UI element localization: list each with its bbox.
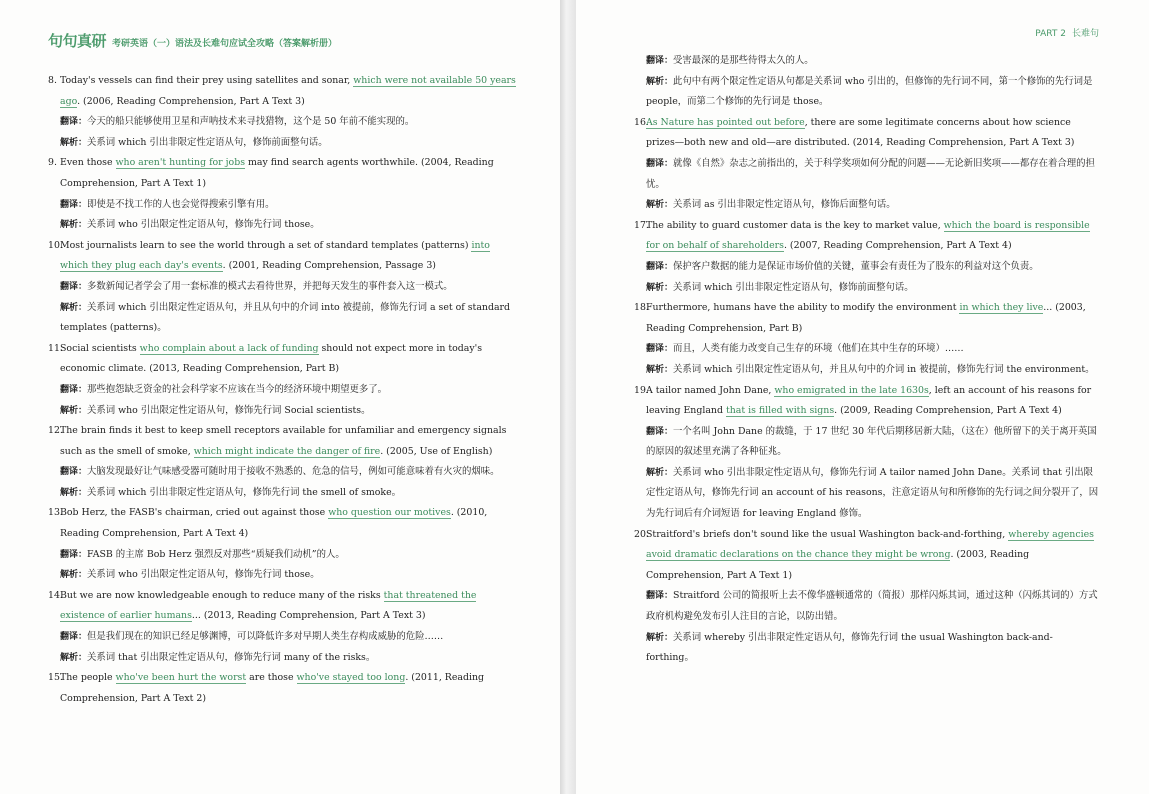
- translation-line: [634, 339, 1099, 360]
- english-sentence: [48, 339, 518, 380]
- translation-line: [48, 545, 518, 566]
- analysis-label: 解析：: [60, 652, 88, 663]
- english-sentence: [634, 113, 1099, 154]
- translation-line: [634, 586, 1099, 627]
- item-number: 9.: [48, 157, 57, 169]
- analysis-line: [48, 215, 518, 236]
- translation-label: 翻译：: [646, 426, 674, 437]
- sentence-text: . (2006, Reading Comprehension, Part A Text 3): [77, 95, 305, 107]
- sentence-text: . (2003, Reading Comprehension, Part A Text 1): [646, 549, 1030, 581]
- part-label: PART 2: [1035, 29, 1066, 39]
- translation-text: 保护客户数据的能力是保证市场价值的关键，董事会有责任为了股东的利益对这个负责。: [673, 260, 1039, 272]
- analysis-label: 解析：: [60, 570, 88, 581]
- item-number: 17.: [634, 219, 649, 231]
- translation-text: 但是我们现在的知识已经足够渊博，可以降低许多对早期人类生存构成威胁的危险……: [87, 631, 444, 643]
- sentence-text: Social scientists: [60, 342, 140, 354]
- underlined-clause: in which they live: [959, 302, 1044, 314]
- translation-line: [48, 462, 518, 483]
- sentence-text: , there are some legitimate concerns about how science prizes—both new and old—are distributed. (2014, Reading Comprehension, Part A Text 3): [646, 116, 1075, 149]
- item-number: 11.: [48, 342, 63, 354]
- sentence-item: [634, 525, 1099, 669]
- sentence-text: Most journalists learn to see the world through a set of standard templates (patterns): [60, 239, 472, 251]
- translation-label: 翻译：: [646, 56, 674, 66]
- translation-text: 那些抱怨缺乏资金的社会科学家不应该在当今的经济环境中期望更多了。: [87, 383, 388, 395]
- translation-text: 一个名叫 John Dane 的裁缝，于 17 世纪 30 年代后期移居新大陆，（这在）他所留下的关于离开英国的原因的叙述里充满了各种征兆。: [646, 425, 1097, 458]
- analysis-text: 此句中有两个限定性定语从句都是关系词 who 引出的，但修饰的先行词不同，第一个修饰的先行词是 people，而第二个修饰的先行词是 those。: [646, 75, 1093, 108]
- sentence-text: ... (2013, Reading Comprehension, Part A Text 3): [191, 610, 426, 622]
- translation-line: [634, 257, 1099, 278]
- english-sentence: [634, 381, 1099, 422]
- analysis-label: 解析：: [646, 364, 674, 375]
- translation-label: 翻译：: [60, 467, 88, 478]
- analysis-text: 关系词 which 引出非限定性定语从句，修饰前面整句话。: [87, 136, 328, 148]
- sentence-item: [48, 421, 518, 503]
- translation-line: [634, 422, 1099, 463]
- analysis-text: 关系词 that 引出限定性定语从句，修饰先行词 many of the risks。: [87, 651, 376, 663]
- analysis-text: 关系词 as 引出非限定性定语从句，修饰后面整句话。: [673, 199, 896, 211]
- sentence-item: [48, 153, 518, 235]
- translation-text: 受害最深的是那些待得太久的人。: [673, 55, 814, 66]
- sentence-text: Furthermore, humans have the ability to modify the environment: [646, 302, 960, 314]
- underlined-clause: which were not available 50 years ago: [60, 75, 516, 107]
- sentence-text: Straitford's briefs don't sound like the usual Washington back-and-forthing,: [646, 528, 1009, 540]
- underlined-clause: who've been hurt the worst: [115, 672, 247, 684]
- underlined-clause: that threatened the existence of earlier humans: [60, 589, 477, 622]
- item-number: 15.: [48, 672, 63, 684]
- translation-text: 就像《自然》杂志之前指出的，关于科学奖项如何分配的问题——无论新旧奖项——都存在着合理的担忧。: [646, 157, 1095, 190]
- analysis-label: 解析：: [646, 282, 674, 293]
- right-page: [576, 0, 1149, 794]
- english-sentence: [48, 503, 518, 544]
- item-number: 18.: [634, 302, 649, 314]
- analysis-line: [48, 648, 518, 669]
- analysis-text: 关系词 who 引出限定性定语从句，修饰先行词 those。: [87, 569, 320, 581]
- underlined-clause: who complain about a lack of funding: [139, 342, 319, 354]
- sentence-text: should not expect more in today's economic climate. (2013, Reading Comprehension, Part B): [60, 342, 483, 375]
- translation-line: [48, 277, 518, 298]
- sentence-text: . (2001, Reading Comprehension, Passage 3): [222, 260, 436, 272]
- underlined-clause: who question our motives: [328, 507, 451, 519]
- sentence-text: . (2009, Reading Comprehension, Part A Text 4): [834, 405, 1062, 417]
- item-number: 13.: [48, 507, 63, 519]
- analysis-line: [48, 133, 518, 154]
- sentence-item: [634, 298, 1099, 380]
- sentence-text: ... (2003, Reading Comprehension, Part B): [646, 302, 1086, 334]
- translation-label: 翻译：: [646, 158, 674, 169]
- translation-text: Straitford 公司的简报听上去不像华盛顿通常的（简报）那样闪烁其词，通过这种（闪烁其词的）方式政府机构避免发布引人注目的言论，以防出错。: [646, 590, 1098, 623]
- underlined-clause: whereby agencies avoid dramatic declarations on the chance they might be wrong: [646, 528, 1094, 561]
- analysis-label: 解析：: [60, 487, 88, 498]
- sentence-item: [48, 236, 518, 339]
- sentence-item: [48, 339, 518, 421]
- underlined-clause: who aren't hunting for jobs: [115, 157, 246, 169]
- analysis-line: [634, 463, 1099, 525]
- sentence-item: [48, 71, 518, 153]
- sentence-item: [48, 586, 518, 668]
- underlined-clause: which the board is responsible for on behalf of shareholders: [646, 219, 1090, 252]
- english-sentence: [634, 216, 1099, 257]
- english-sentence: [48, 71, 518, 112]
- translation-line: [48, 195, 518, 216]
- sentence-item: [634, 216, 1099, 298]
- left-items: [48, 71, 518, 709]
- sentence-text: . (2005, Use of English): [380, 445, 493, 457]
- item-number: 19.: [634, 384, 649, 396]
- translation-line: [48, 112, 518, 133]
- analysis-line: [634, 628, 1099, 669]
- analysis-text: 关系词 which 引出非限定性定语从句，修饰前面整句话。: [673, 281, 914, 293]
- underlined-clause: that is filled with signs: [725, 405, 835, 417]
- underlined-clause: into which they plug each day's events: [60, 239, 490, 272]
- sentence-item: [48, 503, 518, 585]
- english-sentence: [48, 668, 518, 709]
- section-label: 长难句: [1071, 29, 1099, 39]
- underlined-clause: As Nature has pointed out before: [646, 116, 805, 128]
- translation-text: FASB 的主席 Bob Herz 强烈反对那些“质疑我们动机”的人。: [87, 548, 345, 560]
- sentence-text: . (2011, Reading Comprehension, Part A Text 2): [60, 672, 485, 704]
- translation-label: 翻译：: [646, 344, 674, 355]
- english-sentence: [48, 236, 518, 277]
- translation-label: 翻译：: [646, 591, 674, 602]
- sentence-text: A tailor named John Dane,: [646, 384, 775, 396]
- analysis-line: [634, 360, 1099, 381]
- analysis-line: [634, 195, 1099, 216]
- underlined-clause: who emigrated in the late 1630s: [774, 384, 929, 396]
- brand-logo: 句句真研: [48, 32, 107, 50]
- sentence-text: The brain finds it best to keep smell receptors available for unfamiliar and emergency signals such as the smell of smoke,: [60, 425, 507, 457]
- continued-item: [634, 51, 1099, 113]
- sentence-text: The ability to guard customer data is the key to market value,: [646, 219, 944, 231]
- analysis-text: 关系词 whereby 引出非限定性定语从句，修饰先行词 the usual Washington back-and-forthing。: [646, 631, 1053, 664]
- translation-line: [634, 51, 1099, 72]
- translation-label: 翻译：: [646, 261, 674, 272]
- page-gutter: [560, 0, 576, 794]
- page-header-right: [634, 26, 1099, 39]
- translation-line: [48, 380, 518, 401]
- analysis-text: 关系词 which 引出限定性定语从句，并且从句中的介词 into 被提前，修饰先行词 a set of standard templates (patterns)。: [60, 301, 511, 334]
- item-number: 8.: [48, 75, 57, 86]
- analysis-text: 关系词 who 引出限定性定语从句，修饰先行词 Social scientists。: [87, 404, 371, 416]
- sentence-text: , left an account of his reasons for leaving England: [646, 384, 1092, 417]
- sentence-text: But we are now knowledgeable enough to reduce many of the risks: [60, 589, 384, 601]
- english-sentence: [48, 586, 518, 627]
- sentence-item: [48, 668, 518, 709]
- english-sentence: [634, 298, 1099, 339]
- analysis-line: [634, 72, 1099, 113]
- analysis-text: 关系词 who 引出非限定性定语从句，修饰先行词 A tailor named John Dane。关系词 that 引出限定性定语从句，修饰先行词 an account of his reasons，注意定语从句和所修饰的先行词之间分裂开了，因为先行词后有介词短语 for leaving England 修饰。: [646, 466, 1099, 520]
- analysis-text: 关系词 who 引出限定性定语从句，修饰先行词 those。: [87, 219, 320, 231]
- underlined-clause: which might indicate the danger of fire: [193, 445, 381, 457]
- analysis-label: 解析：: [646, 76, 674, 87]
- translation-label: 翻译：: [60, 384, 88, 395]
- sentence-text: . (2010, Reading Comprehension, Part A Text 4): [60, 507, 488, 540]
- sentence-text: The people: [60, 672, 116, 684]
- translation-label: 翻译：: [60, 281, 88, 292]
- sentence-item: [634, 113, 1099, 216]
- analysis-label: 解析：: [60, 220, 88, 231]
- analysis-text: 关系词 which 引出限定性定语从句，并且从句中的介词 in 被提前，修饰先行词 the environment。: [673, 363, 1095, 375]
- translation-text: 今天的船只能够使用卫星和声呐技术来寻找猎物，这个是 50 年前不能实现的。: [87, 116, 415, 128]
- item-number: 20.: [634, 528, 649, 540]
- analysis-line: [48, 401, 518, 422]
- english-sentence: [48, 153, 518, 194]
- translation-text: 而且，人类有能力改变自己生存的环境（他们在其中生存的环境）……: [673, 343, 964, 355]
- analysis-line: [634, 278, 1099, 299]
- sentence-text: are those: [246, 672, 297, 684]
- analysis-label: 解析：: [60, 137, 88, 148]
- analysis-line: [48, 298, 518, 339]
- translation-label: 翻译：: [60, 632, 88, 643]
- analysis-line: [48, 483, 518, 504]
- english-sentence: [634, 525, 1099, 587]
- translation-label: 翻译：: [60, 199, 88, 210]
- analysis-label: 解析：: [60, 405, 88, 416]
- sentence-text: . (2007, Reading Comprehension, Part A Text 4): [783, 240, 1012, 252]
- sentence-text: Today's vessels can find their prey using satellites and sonar,: [60, 75, 354, 86]
- sentence-item: [634, 381, 1099, 525]
- page-header: [48, 30, 518, 51]
- right-items: [634, 113, 1099, 669]
- analysis-label: 解析：: [646, 467, 674, 478]
- analysis-label: 解析：: [646, 200, 674, 211]
- analysis-label: 解析：: [60, 302, 88, 313]
- analysis-label: 解析：: [646, 632, 674, 643]
- sentence-text: Bob Herz, the FASB's chairman, cried out against those: [60, 507, 329, 519]
- analysis-text: 关系词 which 引出非限定性定语从句，修饰先行词 the smell of smoke。: [87, 486, 402, 498]
- translation-text: 多数新闻记者学会了用一套标准的模式去看待世界，并把每天发生的事件套入这一模式。: [87, 280, 453, 292]
- translation-line: [634, 154, 1099, 195]
- english-sentence: [48, 421, 518, 462]
- translation-line: [48, 627, 518, 648]
- translation-text: 即使是不找工作的人也会觉得搜索引擎有用。: [87, 198, 275, 210]
- item-number: 14.: [48, 589, 63, 601]
- translation-text: 大脑发现最好让气味感受器可随时用于接收不熟悉的、危急的信号，例如可能意味着有火灾的烟味。: [87, 466, 500, 478]
- translation-label: 翻译：: [60, 549, 88, 560]
- analysis-line: [48, 565, 518, 586]
- underlined-clause: who've stayed too long: [296, 672, 406, 684]
- item-number: 16.: [634, 116, 649, 128]
- book-title: 考研英语（一）语法及长难句应试全攻略（答案解析册）: [112, 39, 338, 49]
- item-number: 10.: [48, 239, 63, 251]
- sentence-text: may find search agents worthwhile. (2004, Reading Comprehension, Part A Text 1): [60, 157, 494, 189]
- sentence-text: Even those: [60, 157, 116, 169]
- translation-label: 翻译：: [60, 117, 88, 128]
- left-page: [0, 0, 560, 794]
- item-number: 12.: [48, 425, 63, 437]
